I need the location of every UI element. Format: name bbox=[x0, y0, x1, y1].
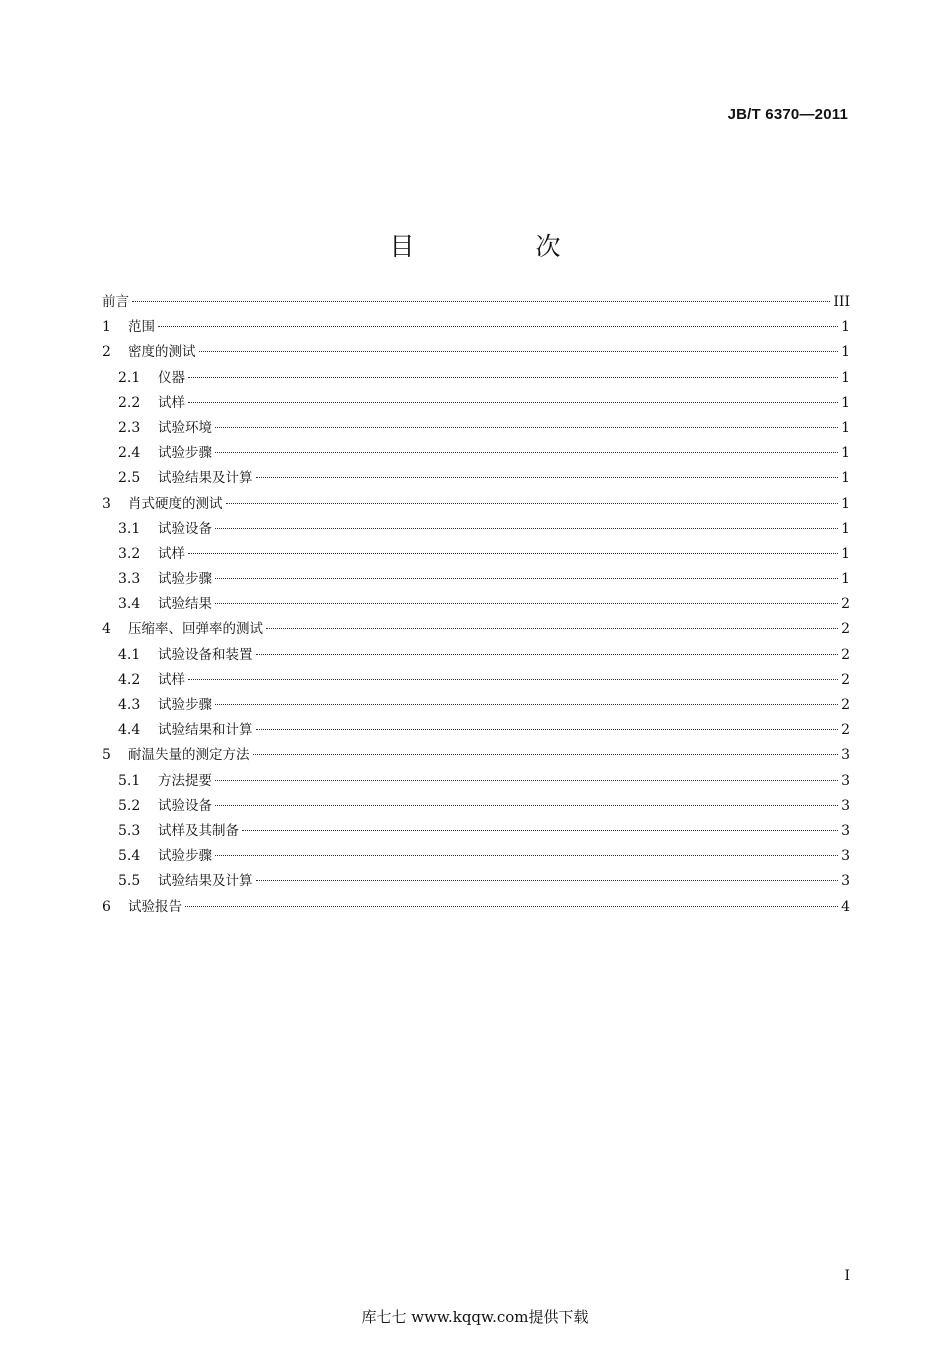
toc-entry[interactable] bbox=[102, 844, 850, 869]
toc-leader-dots bbox=[242, 830, 838, 831]
toc-entry[interactable] bbox=[102, 743, 850, 768]
toc-entry-title: 试验结果及计算 bbox=[158, 873, 253, 890]
toc-leader-dots bbox=[215, 578, 838, 579]
toc-entry-number: 5 bbox=[102, 747, 111, 764]
toc-entry-number: 4.1 bbox=[118, 646, 141, 663]
toc-entry-page: 3 bbox=[841, 848, 850, 865]
footer-text: 库七七 www.kqqw.com提供下载 bbox=[361, 1308, 589, 1326]
toc-entry-number: 5.2 bbox=[118, 797, 141, 814]
toc-entry[interactable] bbox=[102, 668, 850, 693]
toc-leader-dots bbox=[226, 503, 839, 504]
toc-entry-title: 试样 bbox=[158, 394, 185, 411]
toc-entry[interactable] bbox=[102, 592, 850, 617]
toc-entry-title: 试验结果及计算 bbox=[158, 470, 253, 487]
toc-entry-title: 仪器 bbox=[158, 369, 185, 386]
toc-entry-page: 1 bbox=[841, 571, 850, 588]
standard-code: JB/T 6370—2011 bbox=[727, 106, 848, 123]
toc-entry[interactable] bbox=[102, 517, 850, 542]
toc-entry-title: 试验设备 bbox=[158, 797, 212, 814]
toc-entry[interactable] bbox=[102, 315, 850, 340]
toc-entry[interactable] bbox=[102, 895, 850, 920]
toc-entry-page: 1 bbox=[841, 520, 850, 537]
toc-entry[interactable] bbox=[102, 416, 850, 441]
toc-leader-dots bbox=[215, 704, 838, 705]
toc-entry-page: 1 bbox=[841, 319, 850, 336]
toc-entry[interactable] bbox=[102, 290, 850, 315]
toc-entry[interactable] bbox=[102, 492, 850, 517]
toc-entry[interactable] bbox=[102, 441, 850, 466]
toc-entry-page: 3 bbox=[841, 822, 850, 839]
toc-leader-dots bbox=[185, 906, 838, 907]
toc-entry-title: 试验步骤 bbox=[158, 848, 212, 865]
toc-entry-number: 2 bbox=[102, 344, 111, 361]
toc-entry-number: 2.3 bbox=[118, 419, 141, 436]
toc-entry-title: 耐温失量的测定方法 bbox=[128, 747, 250, 764]
toc-leader-dots bbox=[215, 603, 838, 604]
toc-leader-dots bbox=[256, 880, 839, 881]
toc-entry[interactable] bbox=[102, 819, 850, 844]
toc-leader-dots bbox=[253, 754, 839, 755]
toc-entry-title: 试验报告 bbox=[128, 898, 182, 915]
toc-entry-title: 试样 bbox=[158, 671, 185, 688]
toc-entry-title: 试样及其制备 bbox=[158, 822, 239, 839]
toc-leader-dots bbox=[215, 452, 838, 453]
toc-entry-page: 1 bbox=[841, 545, 850, 562]
toc-entry-number: 3.3 bbox=[118, 571, 141, 588]
toc-leader-dots bbox=[215, 427, 838, 428]
toc-leader-dots bbox=[199, 351, 839, 352]
toc-entry-number: 5.4 bbox=[118, 848, 141, 865]
toc-entry-number: 2.2 bbox=[118, 394, 141, 411]
toc-entry-page: 1 bbox=[841, 394, 850, 411]
toc-entry-number: 5.1 bbox=[118, 772, 141, 789]
page-number: I bbox=[844, 1268, 850, 1284]
toc-leader-dots bbox=[256, 654, 839, 655]
table-of-contents bbox=[102, 290, 850, 920]
toc-entry-page: 2 bbox=[841, 596, 850, 613]
toc-entry[interactable] bbox=[102, 617, 850, 642]
toc-entry-page: 2 bbox=[841, 671, 850, 688]
toc-entry-page: 1 bbox=[841, 344, 850, 361]
toc-entry-page: 3 bbox=[841, 772, 850, 789]
toc-entry-title: 方法提要 bbox=[158, 772, 212, 789]
toc-entry-number: 5.3 bbox=[118, 822, 141, 839]
toc-entry-number: 3.2 bbox=[118, 545, 141, 562]
toc-entry[interactable] bbox=[102, 466, 850, 491]
toc-entry-page: III bbox=[833, 294, 850, 310]
toc-entry-title: 压缩率、回弹率的测试 bbox=[128, 621, 263, 638]
toc-entry[interactable] bbox=[102, 567, 850, 592]
toc-entry-number: 1 bbox=[102, 319, 111, 336]
toc-entry-page: 3 bbox=[841, 797, 850, 814]
toc-entry-number: 6 bbox=[102, 898, 111, 915]
toc-entry-number: 4 bbox=[102, 621, 111, 638]
toc-entry-page: 1 bbox=[841, 445, 850, 462]
toc-leader-dots bbox=[188, 553, 838, 554]
toc-entry-title: 试验设备 bbox=[158, 520, 212, 537]
toc-entry-title: 试验设备和装置 bbox=[158, 646, 253, 663]
toc-entry-page: 2 bbox=[841, 697, 850, 713]
toc-leader-dots bbox=[215, 780, 838, 781]
toc-entry-title: 密度的测试 bbox=[128, 344, 196, 361]
toc-leader-dots bbox=[215, 805, 838, 806]
toc-entry-title: 范围 bbox=[128, 319, 155, 336]
toc-entry-title: 试验结果 bbox=[158, 596, 212, 613]
toc-leader-dots bbox=[188, 402, 838, 403]
toc-leader-dots bbox=[158, 326, 838, 327]
toc-entry-title: 试样 bbox=[158, 545, 185, 562]
toc-leader-dots bbox=[132, 301, 830, 302]
toc-entry[interactable] bbox=[102, 869, 850, 894]
page-title: 目 次 bbox=[389, 231, 609, 261]
toc-entry-number: 2.5 bbox=[118, 470, 141, 487]
toc-leader-dots bbox=[266, 628, 838, 629]
toc-entry-number: 2.4 bbox=[118, 445, 141, 462]
toc-entry-number: 4.2 bbox=[118, 671, 141, 688]
toc-entry-page: 1 bbox=[841, 369, 850, 386]
toc-entry-page: 1 bbox=[841, 419, 850, 436]
toc-entry-title: 试验环境 bbox=[158, 419, 212, 436]
toc-entry-title: 试验结果和计算 bbox=[158, 722, 253, 739]
toc-entry-page: 3 bbox=[841, 747, 850, 764]
toc-entry-title: 试验步骤 bbox=[158, 445, 212, 462]
toc-entry[interactable] bbox=[102, 542, 850, 567]
toc-entry-number: 3.1 bbox=[118, 520, 141, 537]
toc-entry-page: 1 bbox=[841, 470, 850, 487]
toc-entry-title: 试验步骤 bbox=[158, 571, 212, 588]
toc-entry-number: 5.5 bbox=[118, 873, 141, 890]
toc-entry-title: 肖式硬度的测试 bbox=[128, 495, 223, 512]
toc-entry-page: 2 bbox=[841, 646, 850, 663]
toc-entry[interactable] bbox=[102, 718, 850, 743]
toc-entry[interactable] bbox=[102, 643, 850, 668]
toc-leader-dots bbox=[188, 679, 838, 680]
toc-leader-dots bbox=[215, 855, 838, 856]
toc-entry-title: 前言 bbox=[102, 294, 129, 310]
toc-entry[interactable] bbox=[102, 794, 850, 819]
toc-entry-number: 4.3 bbox=[118, 697, 141, 713]
toc-entry-title: 试验步骤 bbox=[158, 697, 212, 713]
toc-leader-dots bbox=[215, 528, 838, 529]
toc-entry[interactable] bbox=[102, 391, 850, 416]
toc-entry-number: 4.4 bbox=[118, 722, 141, 739]
toc-entry-page: 2 bbox=[841, 621, 850, 638]
toc-entry-number: 2.1 bbox=[118, 369, 141, 386]
toc-entry[interactable] bbox=[102, 340, 850, 365]
toc-entry[interactable] bbox=[102, 769, 850, 794]
toc-entry-page: 4 bbox=[841, 898, 850, 915]
toc-leader-dots bbox=[256, 477, 839, 478]
toc-entry-page: 3 bbox=[841, 873, 850, 890]
toc-entry[interactable] bbox=[102, 693, 850, 718]
toc-entry-number: 3 bbox=[102, 495, 111, 512]
toc-leader-dots bbox=[188, 377, 838, 378]
toc-entry-number: 3.4 bbox=[118, 596, 141, 613]
toc-entry[interactable] bbox=[102, 366, 850, 391]
toc-entry-page: 2 bbox=[841, 722, 850, 739]
toc-entry-page: 1 bbox=[841, 495, 850, 512]
toc-leader-dots bbox=[256, 729, 839, 730]
